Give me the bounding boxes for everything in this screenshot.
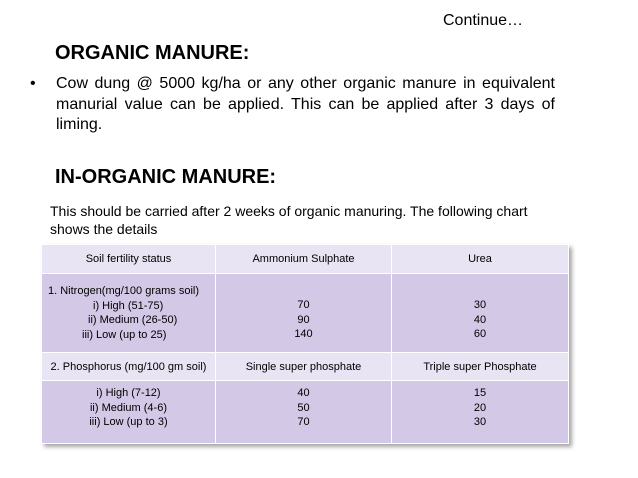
phosphorus-level-high: i) High (7-12) bbox=[96, 387, 161, 400]
organic-bullet-text: Cow dung @ 5000 kg/ha or any other organic manure in equivalent manurial value can be applied. This can be applied after 3 days of liming. bbox=[56, 75, 555, 133]
nitrogen-level-low: iii) Low (up to 25) bbox=[82, 328, 167, 341]
nitrogen-ammonium-cell bbox=[216, 274, 392, 353]
header-urea: Urea bbox=[392, 245, 569, 274]
continue-label: Continue… bbox=[443, 12, 524, 29]
phosphorus-single-low: 70 bbox=[297, 416, 310, 429]
nitrogen-ammonium-high: 70 bbox=[297, 299, 310, 312]
nitrogen-row bbox=[42, 274, 569, 353]
header-ammonium-sulphate: Ammonium Sulphate bbox=[216, 245, 392, 274]
nitrogen-title: 1. Nitrogen(mg/100 grams soil) bbox=[48, 285, 200, 297]
nitrogen-levels-cell bbox=[42, 274, 216, 353]
phosphorus-single-medium: 50 bbox=[297, 401, 310, 414]
fertilizer-table bbox=[41, 244, 569, 444]
nitrogen-level-medium: ii) Medium (26-50) bbox=[88, 314, 178, 326]
phosphorus-triple-high: 15 bbox=[473, 387, 487, 400]
phosphorus-level-medium: ii) Medium (4-6) bbox=[89, 401, 167, 414]
header-triple-super-phosphate: Triple super Phosphate bbox=[392, 353, 569, 381]
phosphorus-header-row bbox=[42, 353, 569, 381]
nitrogen-urea-cell bbox=[392, 274, 569, 353]
phosphorus-single-high: 40 bbox=[297, 387, 310, 400]
header-soil-fertility-status: Soil fertility status bbox=[42, 245, 216, 274]
bullet-icon: • bbox=[30, 75, 36, 92]
organic-manure-heading: ORGANIC MANURE: bbox=[55, 42, 250, 64]
phosphorus-title: 2. Phosphorus (mg/100 gm soil) bbox=[42, 353, 216, 381]
nitrogen-ammonium-low: 140 bbox=[294, 328, 313, 341]
nitrogen-urea-high: 30 bbox=[473, 299, 487, 312]
phosphorus-triple-medium: 20 bbox=[473, 401, 487, 414]
phosphorus-triple-low: 30 bbox=[473, 416, 487, 429]
nitrogen-urea-medium: 40 bbox=[473, 313, 487, 326]
phosphorus-single-cell bbox=[216, 381, 392, 444]
organic-bullet bbox=[30, 74, 555, 136]
nitrogen-ammonium-medium: 90 bbox=[297, 313, 310, 326]
inorganic-manure-heading: IN-ORGANIC MANURE: bbox=[55, 166, 277, 188]
table-header-row bbox=[42, 245, 569, 274]
inorganic-intro-text: This should be carried after 2 weeks of organic manuring. The following chart shows the details bbox=[50, 203, 528, 237]
phosphorus-triple-cell bbox=[392, 381, 569, 444]
phosphorus-level-low: iii) Low (up to 3) bbox=[89, 416, 168, 429]
phosphorus-row bbox=[42, 381, 569, 444]
phosphorus-levels-cell bbox=[42, 381, 216, 444]
header-single-super-phosphate: Single super phosphate bbox=[216, 353, 392, 381]
nitrogen-urea-low: 60 bbox=[473, 328, 487, 341]
nitrogen-level-high: i) High (51-75) bbox=[93, 299, 164, 312]
